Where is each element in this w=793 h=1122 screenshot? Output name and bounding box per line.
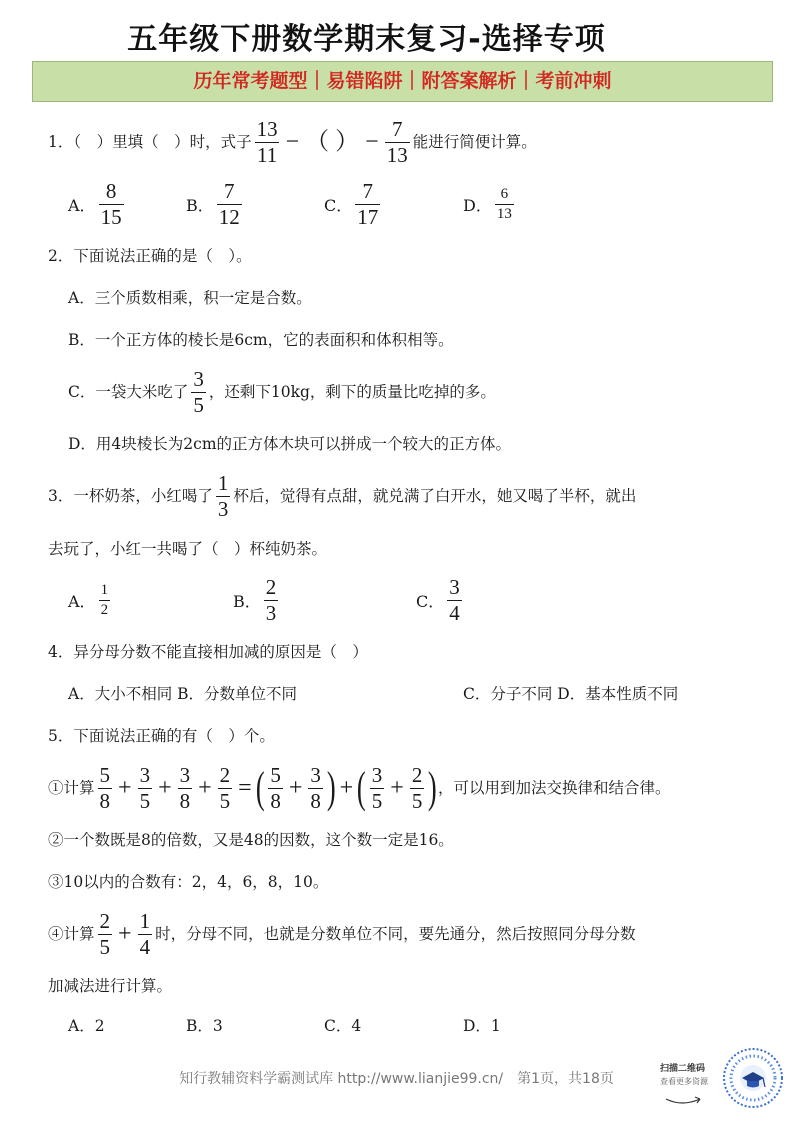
qr-caption-1: 扫描二维码 bbox=[660, 1064, 706, 1074]
question-4-stem: 4．异分母分数不能直接相加减的原因是（ ） bbox=[48, 643, 368, 661]
option-c: C．一袋大米吃了 $\frac{3}{5}$ ，还剩下10kg，剩下的质量比吃掉的多。 bbox=[68, 366, 496, 417]
options-a-b: A．大小不相同 B．分数单位不同 bbox=[68, 685, 298, 703]
options-c-d: C．分子不同 D．基本性质不同 bbox=[463, 685, 679, 703]
question-3-stem-cont: 去玩了，小红一共喝了（ ）杯纯奶茶。 bbox=[48, 540, 328, 558]
statement-4-cont: 加减法进行计算。 bbox=[48, 977, 173, 995]
option-d: D． $\frac{6}{13}$ bbox=[463, 185, 512, 222]
option-a: A． $\frac{1}{2}$ bbox=[68, 581, 109, 618]
page-title: 五年级下册数学期末复习-选择专项 bbox=[127, 22, 606, 57]
fraction: $\frac{7}{13}$ bbox=[386, 116, 408, 167]
option-d: D．1 bbox=[463, 1017, 501, 1035]
question-2-stem: 2．下面说法正确的是（ ）。 bbox=[48, 247, 252, 265]
option-a: A． $\frac{8}{15}$ bbox=[68, 178, 122, 229]
qr-code-block bbox=[660, 1043, 786, 1115]
arrow-icon bbox=[664, 1091, 714, 1107]
statement-2: ②一个数既是8的倍数，又是48的因数，这个数一定是16。 bbox=[48, 831, 454, 849]
question-3-stem: 3．一杯奶茶，小红喝了 $\frac{1}{3}$ 杯后，觉得有点甜，就兑满了白开水，她又喝了半杯，就出 bbox=[48, 470, 637, 521]
option-c: C． $\frac{3}{4}$ bbox=[416, 574, 460, 625]
option-b: B．3 bbox=[186, 1017, 223, 1035]
option-a: A．三个质数相乘，积一定是合数。 bbox=[68, 289, 312, 307]
option-b: B．一个正方体的棱长是6cm，它的表面积和体积相等。 bbox=[68, 331, 454, 349]
statement-1: ①计算 $\frac{5}{8}$ + $\frac{3}{5}$ + $\frac{3}{8}$ + $\frac{2}{5}$ = ( $\frac{5}{8}$ + $\frac{3}{8}$ ) + ( $\frac{3}{5}$ + $\frac{2}{5}$ ) ，可以用到加法交换律和结合律。 bbox=[48, 762, 671, 813]
question-5-stem: 5．下面说法正确的有（ ）个。 bbox=[48, 727, 275, 745]
option-b: B． $\frac{7}{12}$ bbox=[186, 178, 240, 229]
statement-3: ③10以内的合数有：2，4，6，8，10。 bbox=[48, 873, 329, 891]
statement-4: ④计算 $\frac{2}{5}$ + $\frac{1}{4}$ 时，分母不同，也就是分数单位不同，要先通分，然后按照同分母分数 bbox=[48, 908, 636, 959]
option-c: C． $\frac{7}{17}$ bbox=[324, 178, 379, 229]
fraction: $\frac{13}{11}$ bbox=[256, 116, 278, 167]
question-1-stem: 1．（ ）里填（ ）时，式子 $\frac{13}{11}$ − （ ） − $\frac{7}{13}$ 能进行简便计算。 bbox=[48, 116, 537, 167]
qr-code-icon bbox=[722, 1045, 784, 1111]
option-a: A．2 bbox=[68, 1017, 105, 1035]
option-c: C．4 bbox=[324, 1017, 362, 1035]
page-footer: 知行教辅资料学霸测试库 http://www.lianjie99.cn/ 第1页，共18页 bbox=[179, 1071, 614, 1087]
topic-banner: 历年常考题型｜易错陷阱｜附答案解析｜考前冲刺 bbox=[32, 61, 773, 102]
qr-caption-2: 查看更多资源 bbox=[660, 1077, 708, 1086]
option-d: D．用4块棱长为2cm的正方体木块可以拼成一个较大的正方体。 bbox=[68, 435, 512, 453]
option-b: B． $\frac{2}{3}$ bbox=[233, 574, 277, 625]
